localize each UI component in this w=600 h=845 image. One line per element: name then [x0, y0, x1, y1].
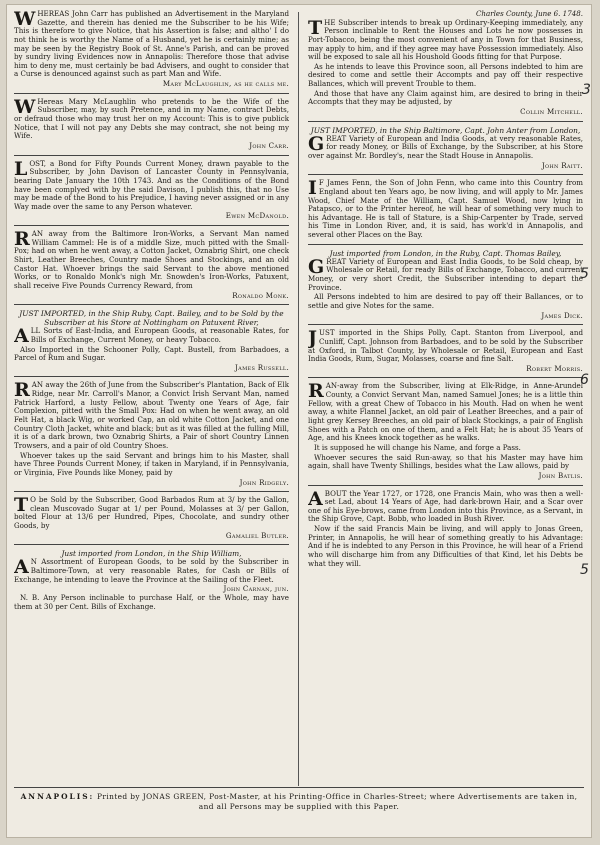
rule	[308, 174, 583, 175]
drop-cap: A	[14, 556, 29, 579]
ad-body: OST, a Bond for Fifty Pounds Current Money, drawn payable to the Subscriber, by John Davison of Lancaster County in Pennsylvania, bearing Date January the 10th 1743. And as the Conditions of the Bond have been complyed with by the said Davison, I publish this, that no Use may be made of the Bond to his Prejudice, I having never assigned or in any Way made over the same to any Person whatever.	[14, 158, 289, 211]
drop-cap: W	[14, 10, 36, 30]
ad-signature: Robert Morris.	[526, 363, 583, 373]
drop-cap: I	[308, 177, 317, 200]
ad-body-2: Also Imported in the Schooner Polly, Capt. Bustell, from Barbadoes, a Parcel of Rum and Sugar.	[14, 344, 289, 363]
advertisement-oxford-goods	[308, 329, 583, 373]
rule	[308, 244, 583, 245]
imprint-place: ANNAPOLIS:	[20, 792, 95, 801]
ad-body-2: Whoever takes up the said Servant and brings him to his Master, shall have Three Pounds Current Money, if taken in Maryland, if in Pennsylvania, or Virginia, Five Pounds like Money, paid by	[14, 450, 289, 477]
ad-body: REAT Variety of European and India Goods, at very reasonable Rates, for ready Money, or Bills of Exchange, by the Subscriber, at his Store over against Mr. Bordley's, near the Stadt House in Annapolis.	[308, 133, 583, 160]
rule	[14, 93, 289, 94]
ad-signature: Gamaliel Butler.	[225, 530, 289, 540]
rule	[14, 544, 289, 545]
newspaper-page	[6, 4, 592, 838]
advertisement-carr-wife	[14, 10, 289, 89]
ad-signature: Ewen McDanold.	[225, 211, 289, 221]
ad-signature: James Dick.	[541, 310, 583, 320]
rule	[14, 376, 289, 377]
ad-signature: Mary McLaughlin, as he calls me.	[162, 79, 289, 89]
margin-mark: 5	[580, 562, 589, 578]
ad-signature: John Raitt.	[541, 160, 583, 170]
rule	[14, 155, 289, 156]
drop-cap: R	[14, 379, 30, 402]
advertisement-rum-sale	[14, 496, 289, 540]
ad-body: O be Sold by the Subscriber, Good Barbados Rum at 3/ by the Gallon, clean Muscovado Sugar at 1/ per Pound, Molasses at 3/ per Gallon, bolted Flour at 13/6 per Hundred, Pipes, Chocolate, and sundry other Goods, by	[14, 495, 289, 531]
advertisement-francis-main	[308, 487, 583, 569]
advertisement-baltimore-goods	[308, 126, 583, 171]
advertisement-runaway-harford	[14, 381, 289, 487]
ad-heading: JUST IMPORTED, in the Ship Baltimore, Capt. John Anter from London,	[310, 125, 581, 135]
advertisement-ruby-dick	[308, 249, 583, 321]
drop-cap: G	[308, 132, 325, 155]
printer-imprint	[14, 787, 584, 830]
ad-signature: John Batlis.	[538, 470, 583, 480]
ad-body-2: It is supposed he will change his Name, and forge a Pass.	[314, 442, 521, 452]
ad-body: LL Sorts of East-India, and European Goods, at reasonable Rates, for Bills of Exchange, Current Money, or heavy Tobacco.	[30, 326, 289, 344]
ad-signature: John Carr.	[249, 140, 289, 150]
drop-cap: W	[14, 95, 36, 118]
ad-dateline: Charles County, June 6. 1748.	[475, 10, 583, 18]
ad-body: N Assortment of European Goods, to be sold by the Subscriber in Baltimore-Town, at very reasonable Rates, for Cash or Bills of Exchange, he intending to leave the Province at the Sailing of the Fleet.	[14, 557, 289, 584]
rule	[308, 324, 583, 325]
drop-cap: R	[308, 380, 324, 403]
ad-body-2: Now if the said Francis Main be living, and will apply to Jonas Green, Printer, in Annapolis, he will hear of something greatly to his Advantage: And if he is indebted to any Person in this Province, he will hear of a Friend who will discharge him from any Difficulties of that Kind, let his Debts be what they will.	[308, 524, 583, 568]
advertisement-ordinary-keeping	[308, 10, 583, 117]
ad-body: REAT Variety of European and East India Goods, to be Sold cheap, by Wholesale or Retail, for ready Bills of Exchange, Tobacco, and current Money, or very short Credit, the Subscriber intending to depart the Province.	[308, 256, 583, 292]
advertisement-carr-notice	[14, 95, 289, 151]
margin-mark: 3	[582, 82, 591, 98]
drop-cap: L	[14, 157, 28, 180]
advertisement-runaway-cammel	[14, 230, 289, 300]
ad-body: AN-away from the Subscriber, living at Elk-Ridge, in Anne-Arundel County, a Convict Servant Man, named Samuel Jones; he is a little thin Fellow, with a great Chew of Tobacco in his Mouth. Had on when he went away, a white Flannel Jacket, an old pair of Leather Breeches, and a pair of light grey Kersey Breeches, an old pair of black Stockings, a pair of English Shoes with a Patch on one of them, and a Felt Hat; he is about 35 Years of Age, and his Knees knock together as he walks.	[308, 381, 583, 443]
rule	[308, 377, 583, 378]
ad-body: Hereas Mary McLaughlin who pretends to be the Wife of the Subscriber, may, by such Pretence, and in my Name, contract Debts, or defraud those who may trust her on my Account: This is to give publick Notice, that I will not pay any Debts she may contract, she not being my Wife.	[14, 96, 289, 141]
ad-signature: Collin Mitchell.	[520, 107, 583, 117]
ad-body-2: As he intends to leave this Province soon, all Persons indebted to him are desired to come and settle their Accompts and pay off their respective Ballances, which will prevent Trouble to them.	[308, 61, 583, 89]
drop-cap: A	[308, 487, 323, 510]
drop-cap: J	[308, 327, 317, 350]
right-column	[308, 10, 583, 788]
ad-body: BOUT the Year 1727, or 1728, one Francis Main, who was then a well-set Lad, about 14 Years of Age, had dark-brown Hair, and a Scar over one of his Eye-brows, came from London into this Province, as a Servant, in the Ship Grove, Capt. Bobb, who loaded in Bush River.	[308, 488, 583, 524]
left-column	[14, 10, 289, 788]
ad-body: F James Fenn, the Son of John Fenn, who came into this Country from England about ten Years ago, be now living, and will apply to Mr. James Wood, Chief Mate of the William, Capt. Samuel Wood, now lying in Patapsco, or to the Printer hereof, he will hear of something very much to his Advantage. He is tall of Stature, is a Ship-Carpenter by Trade, served his Time in London River, and, it is said, has work'd in Annapolis, and several other Places on the Bay.	[308, 178, 583, 240]
rule	[308, 485, 583, 486]
ad-heading: Just imported from London, in the Ship William,	[61, 549, 242, 559]
advertisement-james-fenn	[308, 179, 583, 239]
drop-cap: G	[308, 255, 325, 278]
ad-heading: JUST IMPORTED, in the Ship Ruby, Capt. Bailey, and to be Sold by the Subscriber at his Store at Nottingham on Patuxent River,	[19, 309, 284, 328]
advertisement-lost-bond	[14, 157, 289, 221]
column-divider	[298, 12, 299, 786]
ad-body-3: Whoever secures the said Run-away, so that his Master may have him again, shall have Twenty Shillings, besides what the Law allows, paid by	[308, 452, 583, 471]
margin-mark: 5	[580, 266, 589, 282]
ad-body: HE Subscriber intends to break up Ordinary-Keeping immediately, any Person inclinable to Rent the Houses and Lots he now possesses in Port-Tobacco, being the most convenient of any in Town for that Business, may apply to him, and if they agree may have Possession immediately. Also will be exposed to sale all his Houshold Goods fitting for that Purpose.	[308, 17, 583, 62]
rule	[14, 304, 289, 305]
rule	[14, 491, 289, 492]
rule	[308, 121, 583, 122]
drop-cap: R	[14, 228, 30, 251]
drop-cap: T	[308, 16, 323, 39]
drop-cap: A	[14, 325, 29, 348]
advertisement-runaway-jones	[308, 382, 583, 480]
ad-signature: John Carnan, jun.	[223, 584, 289, 594]
ad-body: AN away from the Baltimore Iron-Works, a Servant Man named William Cammel: He is of a middle Size, much pitted with the Small-Pox; had on when he went away, a Cotton Jacket, Oznabrig Shirt, one check Shirt, Leather Breeches, Country made Shoes and Stockings, and an old Castor Hat. Whoever brings the said Servant to the above mentioned Works, or to Ronaldo Monk's nigh Mr. Snowden's Iron-Works, Patuxent, shall receive Five Pounds Currency Reward, from	[14, 229, 289, 290]
imprint-text: Printed by JONAS GREEN, Post-Master, at his Printing-Office in Charles-Street; where Advertisements are taken in, and all Persons may be supplied with this Paper.	[97, 792, 578, 811]
advertisement-william-goods	[14, 549, 289, 611]
ad-body-3: And those that have any Claim against him, are desired to bring in their Accompts that they may be adjusted, by	[308, 88, 583, 107]
ad-heading: Just imported from London, in the Ruby, Capt. Thomas Bailey,	[329, 248, 562, 258]
ad-body: AN away the 26th of June from the Subscriber's Plantation, Back of Elk Ridge, near Mr. Carroll's Manor, a Convict Irish Servant Man, named Patrick Harford, a lusty Fellow, about Twenty one Years of Age, fair Complexion, pitted with the Small Pox: Had on when he went away, an old Felt Hat, a black Wig, or worked Cap, an old white Cotton Jacket, and one Country Cloth Jacket, white and black; but as it was filled at the fulling Mill, it is of a dark brown, two Oznabrig Shirts, a Pair of short Country Linnen Trowsers, and a pair of old Country Shoes.	[14, 380, 289, 450]
ad-body-2: All Persons indebted to him are desired to pay off their Ballances, or to settle and give Notes for the same.	[308, 292, 583, 310]
ad-signature: Ronaldo Monk.	[232, 290, 289, 300]
ad-signature: James Russell.	[235, 362, 289, 372]
ad-note: N. B. Any Person inclinable to purchase Half, or the Whole, may have them at 30 per Cent. Bills of Exchange.	[14, 592, 289, 611]
advertisement-ruby-goods	[14, 309, 289, 372]
ad-body: HEREAS John Carr has published an Advertisement in the Maryland Gazette, and therein has denied me the Subscriber to be his Wife; This is therefore to give Notice, that his Assertion is false; and altho' I do not think he is worthy the Name of a Husband, yet he is certainly mine; as may be seen by the Registry Book of St. Anne's Parish, and can be proved by sundry living Evidences now in Annapolis: Therefore those that advise him to deny me, must certainly be bad Advisers, and ought to consider that a Curse is denounced against such as part Man and Wife.	[14, 10, 289, 79]
drop-cap: T	[14, 494, 29, 517]
rule	[14, 225, 289, 226]
margin-mark: 6	[580, 372, 589, 388]
ad-body: UST imported in the Ships Polly, Capt. Stanton from Liverpool, and Cunliff, Capt. Johnson from Barbadoes, and to be sold by the Subscriber at Oxford, in Talbot County, by Wholesale or Retail, European and East India Goods, Rum, Sugar, Molasses, coarse and fine Salt.	[308, 328, 583, 364]
ad-signature: John Ridgely.	[239, 477, 289, 487]
